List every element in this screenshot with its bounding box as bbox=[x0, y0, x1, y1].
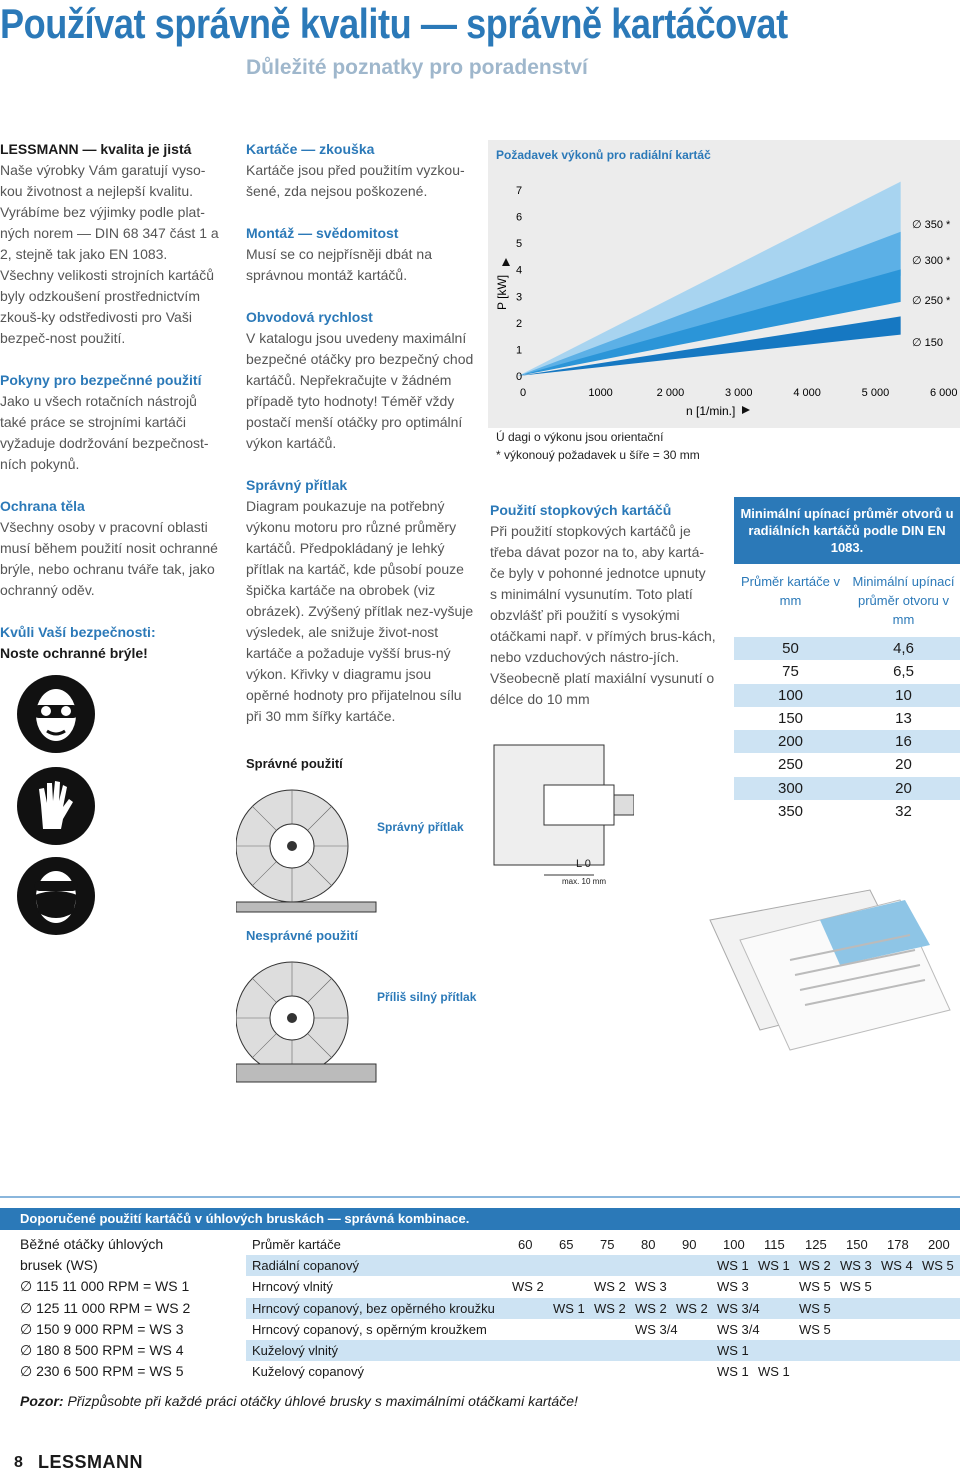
row-cells bbox=[510, 1255, 960, 1276]
paragraph-speed bbox=[246, 307, 474, 454]
table-cell: 4,6 bbox=[893, 640, 914, 657]
table-cell: 20 bbox=[895, 779, 912, 797]
column-header: 65 bbox=[559, 1237, 574, 1252]
table-cell: WS 1 bbox=[717, 1342, 749, 1358]
paragraph-body-protection bbox=[0, 496, 222, 601]
column-header: 115 bbox=[764, 1237, 785, 1252]
paragraph-quality bbox=[0, 139, 222, 349]
heading-quality: LESSMANN — kvalita je jistá bbox=[0, 141, 192, 157]
rpm-items bbox=[20, 1276, 230, 1380]
table-row bbox=[734, 753, 960, 776]
chart-title: Požadavek výkonů pro radiální kartáč bbox=[496, 148, 711, 162]
list-item: ∅ 115 11 000 RPM = WS 1 bbox=[20, 1278, 190, 1295]
table-cell: WS 5 bbox=[799, 1300, 831, 1316]
text-speed: V katalogu jsou uvedeny maximální bezpečné otáčky pro bezpečný chod kartáčů. Nepřekračujte v žádném případě tyto hodnoty! Téměř vždy postačí menší otáčky pro optimální výkon kartáčů. bbox=[246, 330, 474, 451]
brand-logo: LESSMANN bbox=[38, 1452, 144, 1472]
table-cell: WS 1 bbox=[758, 1364, 790, 1380]
chart-legend-label: ∅ 150 bbox=[912, 337, 943, 349]
chart-x-tick-label: 1000 bbox=[588, 387, 613, 399]
table-cell: 50 bbox=[782, 640, 799, 657]
paragraph-mounting bbox=[246, 223, 474, 286]
heading-pressure: Správný přítlak bbox=[246, 477, 348, 493]
table-cell: WS 3 bbox=[717, 1279, 749, 1295]
table-cell: WS 2 bbox=[594, 1279, 626, 1295]
ws-body bbox=[246, 1255, 960, 1382]
chart-x-tick-label: 2 000 bbox=[656, 387, 685, 399]
column-header: 125 bbox=[805, 1237, 827, 1252]
page-title: Používat správně kvalitu — správně kartáčovat bbox=[0, 0, 788, 47]
heading-shank-brushes: Použití stopkových kartáčů bbox=[490, 502, 672, 518]
table-cell: 200 bbox=[777, 733, 804, 751]
gloves-icon bbox=[17, 767, 95, 845]
rpm-title-2: brusek (WS) bbox=[20, 1257, 98, 1274]
line-wear-glasses: Noste ochranné brýle! bbox=[0, 645, 148, 661]
table-row bbox=[734, 660, 960, 683]
label-wrong-use: Nesprávné použití bbox=[246, 928, 358, 943]
column-header: 90 bbox=[682, 1237, 697, 1252]
table-cell: WS 2 bbox=[594, 1300, 626, 1316]
chart-x-tick-label: 3 000 bbox=[725, 387, 753, 399]
x-axis-arrow-icon bbox=[742, 406, 750, 414]
table-cell: 10 bbox=[895, 686, 912, 704]
row-label: Hrncový copanový, s opěrným kroužkem bbox=[252, 1321, 487, 1337]
table-cell: WS 5 bbox=[799, 1279, 831, 1295]
table-cell: WS 2 bbox=[635, 1300, 667, 1316]
col-header-min-bore: Minimální upínací průměr otvoru v mm bbox=[852, 574, 955, 627]
table-cell: WS 1 bbox=[758, 1258, 790, 1274]
text-body-protection: Všechny osoby v pracovní oblasti musí během použití nosit ochranné brýle, nebo ochranu tváře tak, jako ochranný oděv. bbox=[0, 519, 218, 598]
chart-note-1: Ú dagi o výkonu jsou orientační bbox=[496, 430, 664, 444]
rpm-title-1: Běžné otáčky úhlových bbox=[20, 1236, 164, 1252]
page-number: 8 bbox=[14, 1454, 23, 1471]
ws-table bbox=[246, 1234, 960, 1382]
label-too-strong: Příliš silný přítlak bbox=[377, 990, 477, 1004]
row-cells bbox=[510, 1361, 960, 1382]
chart-series-group bbox=[518, 182, 901, 376]
table-cell: WS 3 bbox=[840, 1258, 872, 1274]
paragraph-safety bbox=[0, 370, 222, 475]
chart-y-tick-label: 6 bbox=[516, 211, 523, 224]
row-cells bbox=[510, 1298, 960, 1319]
table-cell: 300 bbox=[777, 779, 804, 797]
row-label: Kuželový copanový bbox=[252, 1364, 365, 1380]
table-cell: WS 5 bbox=[922, 1258, 954, 1274]
table-cell: WS 3/4 bbox=[635, 1321, 678, 1337]
paragraph-shank-brushes bbox=[490, 500, 716, 710]
chart-y-tick-label: 7 bbox=[516, 185, 523, 197]
row-label: Hrncový copanový, bez opěrného kroužku bbox=[252, 1300, 495, 1316]
row-label: Hrncový vlnitý bbox=[252, 1279, 333, 1295]
paragraph-test bbox=[246, 139, 474, 202]
chart-x-tick-label: 6 000 bbox=[930, 387, 958, 399]
heading-speed: Obvodová rychlost bbox=[246, 309, 373, 325]
ws-header-cells bbox=[510, 1234, 960, 1255]
warning-note bbox=[20, 1393, 578, 1409]
line-safety-note: Kvůli Vaší bezpečnosti: bbox=[0, 624, 156, 640]
page-subtitle: Důležité poznatky pro poradenství bbox=[246, 56, 588, 79]
table-cell: WS 1 bbox=[553, 1300, 585, 1316]
table-cell: WS 2 bbox=[799, 1258, 831, 1274]
y-axis-arrow-icon bbox=[502, 258, 510, 266]
heading-test: Kartáče — zkouška bbox=[246, 141, 375, 157]
table-cell: 13 bbox=[895, 709, 912, 727]
chart-y-tick-label: 1 bbox=[516, 344, 523, 357]
max-length-label: max. 10 mm bbox=[562, 877, 607, 886]
chart-legend bbox=[912, 219, 951, 349]
divider bbox=[0, 1196, 960, 1198]
row-cells bbox=[510, 1276, 960, 1297]
table-cell: 20 bbox=[895, 756, 912, 774]
table-row bbox=[734, 777, 960, 800]
table-cell: 350 bbox=[777, 803, 804, 821]
table-cell: 150 bbox=[777, 709, 804, 727]
column-header: 200 bbox=[928, 1237, 950, 1252]
chart-y-axis-label: P [kW] bbox=[495, 274, 509, 310]
rpm-list bbox=[20, 1234, 230, 1380]
table-row bbox=[734, 730, 960, 753]
warning-bold: Pozor: bbox=[20, 1393, 64, 1409]
column-2 bbox=[246, 139, 474, 748]
row-cells bbox=[510, 1340, 960, 1361]
label-correct-pressure: Správný přítlak bbox=[377, 820, 464, 834]
table-row bbox=[734, 637, 960, 660]
chart-y-tick-label: 5 bbox=[516, 238, 523, 251]
chart-x-axis-label: n [1/min.] bbox=[686, 404, 736, 418]
column-header: 178 bbox=[887, 1237, 909, 1252]
table-row bbox=[734, 684, 960, 707]
table-row bbox=[246, 1340, 960, 1361]
chart-legend-label: ∅ 350 * bbox=[912, 219, 951, 231]
table-cell: WS 2 bbox=[512, 1279, 544, 1295]
col-header-diameter: Průměr kartáče v mm bbox=[741, 574, 840, 608]
power-chart-svg bbox=[488, 140, 960, 428]
text-pressure: Diagram poukazuje na potřebný výkonu motoru pro různé průměry kartáčů. Předpokládaný je lehký přítlak na kartáč, kde působí pouze špička kartáče na obrobek (viz obrázek). Zvýšený přítlak nez-vyšuje výsledek, ale snižuje život-nost kartáče a požaduje vyšší brus-ný výkon. Křivky v diagramu jsou opěrné hodnoty pro přijatelnou sílu při 30 mm šířky kartáče. bbox=[246, 498, 474, 724]
list-item: ∅ 125 11 000 RPM = WS 2 bbox=[20, 1299, 191, 1316]
list-item: ∅ 150 9 000 RPM = WS 3 bbox=[20, 1320, 184, 1337]
table-row bbox=[734, 707, 960, 730]
heading-safety: Pokyny pro bezpečnné použití bbox=[0, 372, 202, 388]
chart-legend-label: ∅ 300 * bbox=[912, 255, 951, 267]
chart-y-ticks bbox=[516, 185, 522, 383]
table-cell: WS 3/4 bbox=[717, 1321, 760, 1337]
column-1 bbox=[0, 139, 222, 685]
chart-x-ticks bbox=[520, 387, 958, 399]
table-row bbox=[246, 1255, 960, 1276]
table-cell: WS 4 bbox=[881, 1258, 913, 1274]
table-cell: 100 bbox=[777, 686, 804, 704]
chart-note-2: * výkonouý požadavek u šíře = 30 mm bbox=[496, 448, 700, 462]
diameter-table-rows bbox=[734, 637, 960, 823]
column-header: 60 bbox=[518, 1237, 533, 1252]
table-cell: WS 3 bbox=[635, 1279, 667, 1295]
table-cell: 6,5 bbox=[893, 663, 914, 681]
chart-y-tick-label: 3 bbox=[516, 291, 523, 304]
column-3 bbox=[490, 500, 716, 731]
table-row bbox=[246, 1276, 960, 1297]
recommendation-bar: Doporučené použití kartáčů v úhlových bruskách — správná kombinace. bbox=[0, 1208, 960, 1230]
text-safety: Jako u všech rotačních nástrojů také práce se strojními kartáči vyžaduje dodržování bezpečnost-ních pokynů. bbox=[0, 393, 209, 472]
row-label: Kuželový vlnitý bbox=[252, 1342, 338, 1358]
chart-legend-label: ∅ 250 * bbox=[912, 295, 951, 307]
paragraph-pressure bbox=[246, 475, 474, 727]
chart-y-tick-label: 0 bbox=[516, 371, 523, 383]
table-cell: WS 1 bbox=[717, 1364, 749, 1380]
table-row bbox=[246, 1298, 960, 1319]
chart-x-tick-label: 5 000 bbox=[861, 387, 890, 399]
list-item: ∅ 180 8 500 RPM = WS 4 bbox=[20, 1341, 184, 1358]
heading-mounting: Montáž — svědomitost bbox=[246, 225, 399, 241]
label-correct-use: Správné použití bbox=[246, 756, 343, 771]
table-row bbox=[734, 800, 960, 823]
lo-label: L 0 bbox=[576, 858, 591, 870]
chart-y-tick-label: 4 bbox=[516, 264, 523, 277]
text-test: Kartáče jsou před použitím vyzkou-šené, zda nejsou poškozené. bbox=[246, 162, 465, 199]
chart-x-tick-label: 4 000 bbox=[793, 387, 821, 399]
table-cell: 250 bbox=[777, 756, 804, 774]
paragraph-wear-glasses bbox=[0, 622, 222, 664]
table-cell: WS 1 bbox=[717, 1258, 749, 1274]
ws-header-label: Průměr kartáče bbox=[252, 1237, 341, 1252]
column-header: 100 bbox=[723, 1237, 745, 1252]
table-cell: 75 bbox=[782, 663, 799, 681]
table-cell: WS 5 bbox=[840, 1279, 872, 1295]
column-header: 80 bbox=[641, 1237, 656, 1252]
dust-mask-icon bbox=[17, 857, 95, 935]
table-cell: WS 2 bbox=[676, 1300, 708, 1316]
ws-header-row bbox=[246, 1234, 960, 1255]
text-quality: Naše výrobky Vám garatují vyso-kou životnost a nejlepší kvalitu. Vyrábíme bez výjimky podle plat-ných norem — DIN 68 347 část 1 a 2, stejně tak jako EN 1083. Všechny velikosti strojních kartáčů byly odzkoušení prostřednictvím zkouš-ky odstředivosti pro Vaši bezpeč-nost použití. bbox=[0, 162, 219, 346]
diameter-table-header: Minimální upínací průměr otvorů u radiálních kartáčů podle DIN EN 1083. bbox=[734, 497, 960, 564]
table-cell: 32 bbox=[895, 803, 912, 821]
heading-body-protection: Ochrana těla bbox=[0, 498, 85, 514]
chart-y-tick-label: 2 bbox=[516, 317, 523, 330]
row-label: Radiální copanový bbox=[252, 1258, 359, 1274]
row-cells bbox=[510, 1319, 960, 1340]
chart-x-tick-label: 0 bbox=[520, 387, 527, 399]
correct-use-illustration bbox=[236, 784, 486, 919]
warning-text: Přizpůsobte při každé práci otáčky úhlové brusky s maximálními otáčkami kartáče! bbox=[63, 1393, 578, 1409]
table-cell: 16 bbox=[895, 733, 912, 751]
diameter-table bbox=[734, 497, 960, 823]
table-row bbox=[246, 1319, 960, 1340]
wrong-use-illustration bbox=[236, 956, 486, 1091]
catalog-photo bbox=[690, 880, 960, 1065]
goggles-icon bbox=[17, 675, 95, 753]
table-row bbox=[246, 1361, 960, 1382]
column-header: 150 bbox=[846, 1237, 868, 1252]
shank-brush-illustration bbox=[484, 735, 634, 890]
table-cell: WS 5 bbox=[799, 1321, 831, 1337]
table-cell: WS 3/4 bbox=[717, 1300, 760, 1316]
column-header: 75 bbox=[600, 1237, 615, 1252]
text-mounting: Musí se co nejpřísněji dbát na správnou montáž kartáčů. bbox=[246, 246, 432, 283]
list-item: ∅ 230 6 500 RPM = WS 5 bbox=[20, 1363, 184, 1380]
text-shank-brushes: Při použití stopkových kartáčů je třeba dávat pozor na to, aby kartá-če byly v pohonné jednotce upnuty s minimální vysunutím. Toto platí obzvlášť při použití s vysokými otáčkami např. v přímých brus-kách, nebo vzduchových nástro-jích. Všeobecně platí maxiální vysunutí o délce do 10 mm bbox=[490, 523, 716, 707]
power-chart bbox=[488, 140, 960, 433]
diameter-table-columns bbox=[734, 564, 960, 637]
